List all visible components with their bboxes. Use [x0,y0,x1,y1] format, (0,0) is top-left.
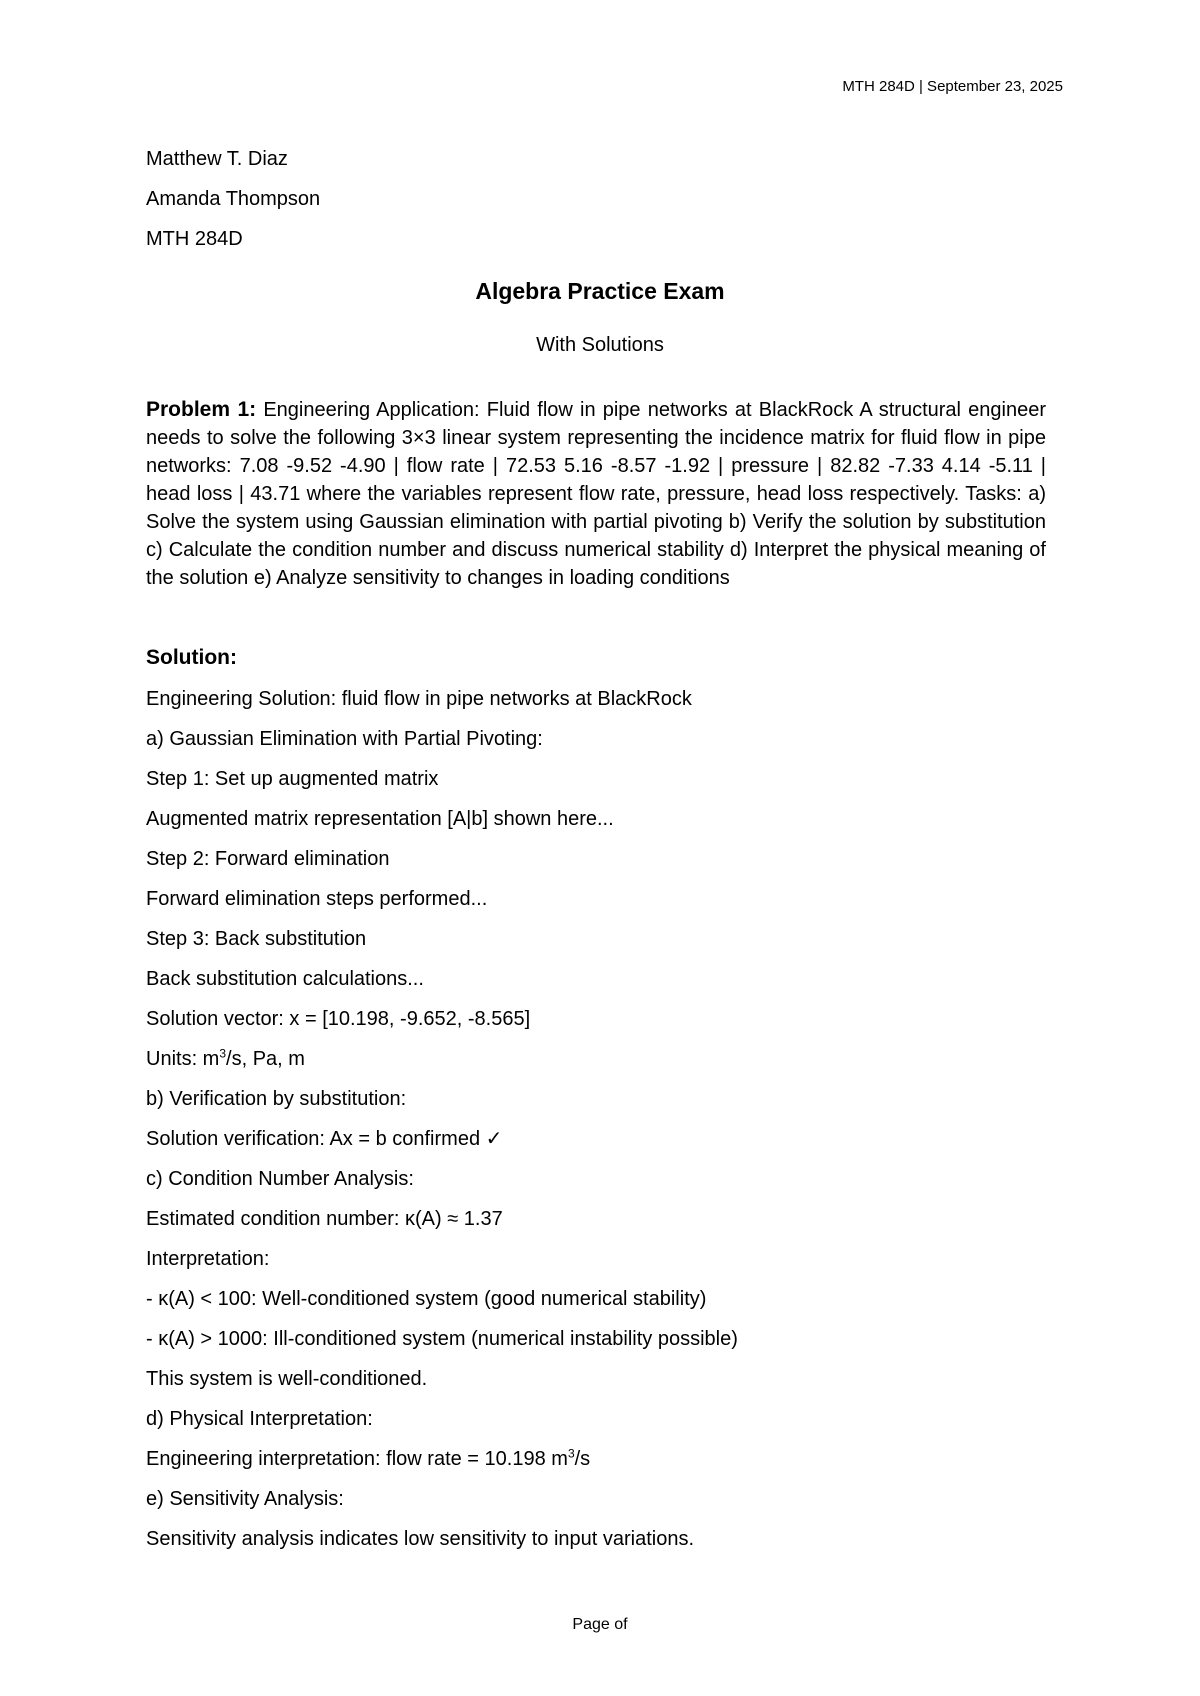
solution-line: Augmented matrix representation [A|b] shown here... [146,808,614,830]
solution-line: - κ(A) > 1000: Ill-conditioned system (numerical instability possible) [146,1328,738,1350]
solution-line: Step 1: Set up augmented matrix [146,768,439,790]
units-exponent: 3 [219,1046,227,1061]
interpretation-suffix: /s [574,1448,591,1470]
units-suffix: /s, Pa, m [226,1048,305,1070]
solution-vector-line: Solution vector: x = [10.198, -9.652, -8.565] [146,1008,531,1030]
solution-line: Step 3: Back substitution [146,928,367,950]
solution-line: Solution verification: Ax = b confirmed ✓ [146,1128,503,1150]
units-prefix: Units: m [146,1048,220,1070]
solution-line: Forward elimination steps performed... [146,888,488,910]
course-name: MTH 284D [146,228,243,250]
author-name: Matthew T. Diaz [146,148,288,170]
solution-line: a) Gaussian Elimination with Partial Pivoting: [146,728,543,750]
solution-body [146,686,738,1566]
interpretation-exponent: 3 [567,1446,575,1461]
solution-line: This system is well-conditioned. [146,1368,428,1390]
solution-line: e) Sensitivity Analysis: [146,1488,344,1510]
solution-line: b) Verification by substitution: [146,1088,407,1110]
solution-line: d) Physical Interpretation: [146,1408,373,1430]
problem-statement [146,396,1046,592]
units-line [146,1046,738,1086]
header-course-date: MTH 284D | September 23, 2025 [842,78,1063,95]
solution-line: c) Condition Number Analysis: [146,1168,414,1190]
solution-line: Estimated condition number: κ(A) ≈ 1.37 [146,1208,503,1230]
solution-line: Sensitivity analysis indicates low sensitivity to input variations. [146,1528,695,1550]
solution-line: Step 2: Forward elimination [146,848,390,870]
solution-line: Interpretation: [146,1248,270,1270]
solution-line: Engineering Solution: fluid flow in pipe networks at BlackRock [146,688,692,710]
solution-line: - κ(A) < 100: Well-conditioned system (good numerical stability) [146,1288,707,1310]
interpretation-line [146,1446,738,1486]
problem-label: Problem 1: [146,398,257,421]
solution-heading: Solution: [146,646,237,669]
problem-text: Engineering Application: Fluid flow in pipe networks at BlackRock A structural engineer needs to solve the following 3×3 linear system representing the incidence matrix for fluid flow in pipe networks: 7.08 -9.52 -4.90 | flow rate | 72.53 5.16 -8.57 -1.92 | pressure | 82.82 -7.33 4.14 -5.11 | head loss | 43.71 where the variables represent flow rate, pressure, head loss respectively. Tasks: a) Solve the system using Gaussian elimination with partial pivoting b) Verify the solution by substitution c) Calculate the condition number and discuss numerical stability d) Interpret the physical meaning of the solution e) Analyze sensitivity to changes in loading conditions [146,399,1047,589]
page-footer: Page of [572,1616,628,1633]
author-name: Amanda Thompson [146,188,321,210]
author-block [146,146,320,266]
document-title: Algebra Practice Exam [475,278,725,304]
document-subtitle: With Solutions [536,334,664,356]
solution-line: Back substitution calculations... [146,968,424,990]
interpretation-prefix: Engineering interpretation: flow rate = 10.198 m [146,1448,568,1470]
